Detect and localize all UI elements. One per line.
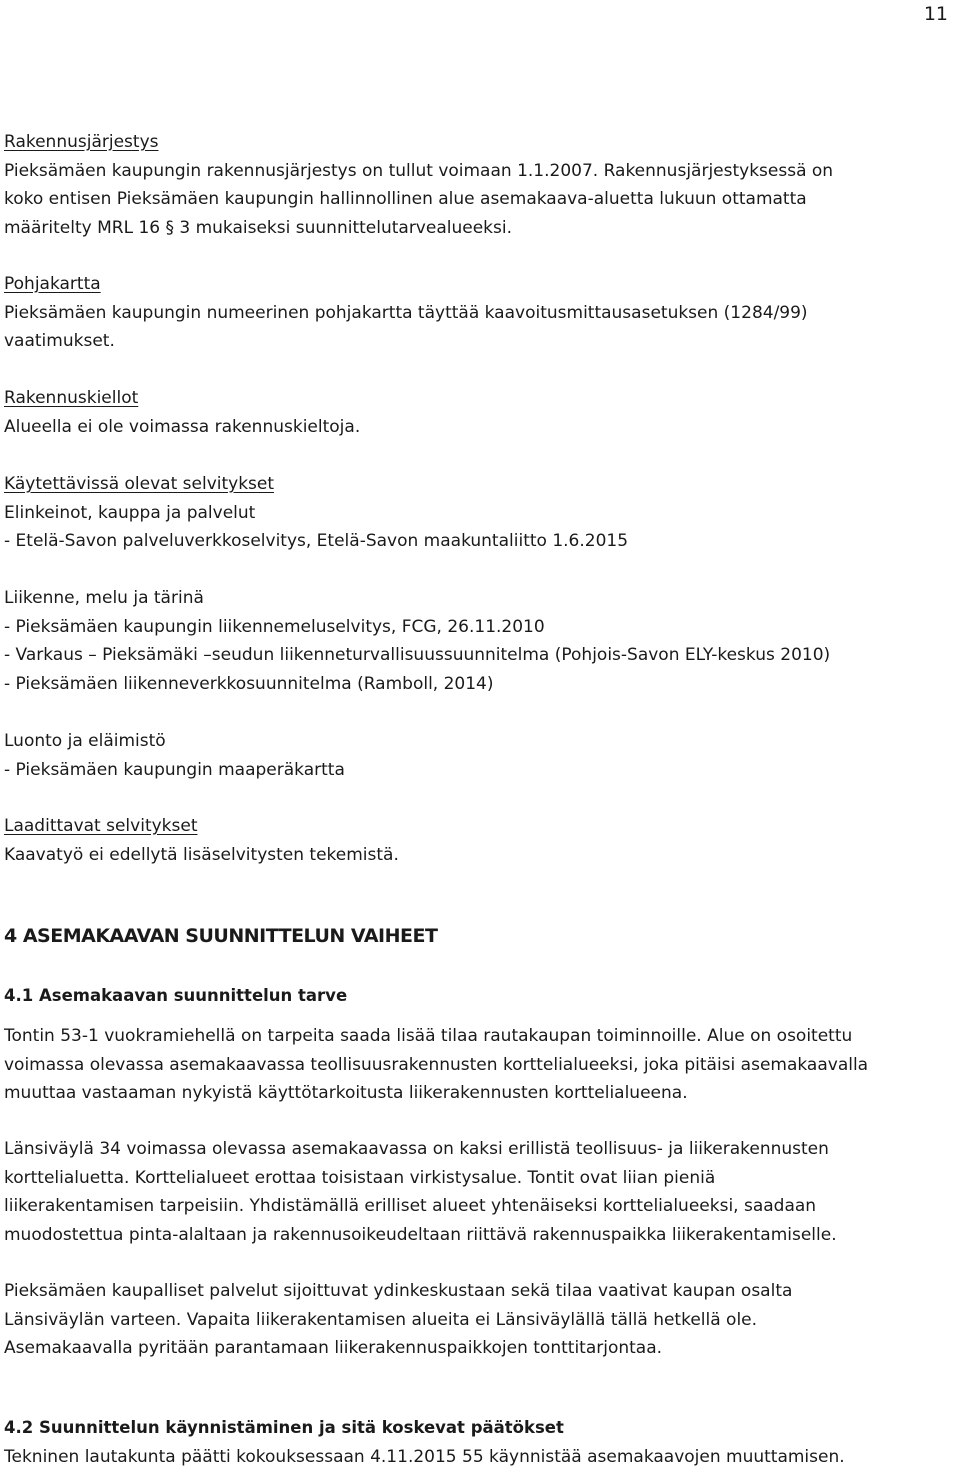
section-4-2 xyxy=(4,1414,952,1471)
subheading-liikenne: Liikenne, melu ja tärinä xyxy=(4,588,204,608)
heading-pohjakartta: Pohjakartta xyxy=(4,274,101,294)
heading-rakennuskiellot: Rakennuskiellot xyxy=(4,388,139,408)
paragraph-line: Länsiväylän varteen. Vapaita liikerakentamisen alueita ei Länsiväylällä tällä hetkellä ole. xyxy=(4,1309,758,1330)
paragraph-line: Pieksämäen kaupalliset palvelut sijoittuvat ydinkeskustaan sekä tilaa vaativat kaupan osalta xyxy=(4,1281,793,1301)
section-4-1 xyxy=(4,982,952,1011)
section-rakennusjarjestys xyxy=(4,128,952,242)
group-liikenne xyxy=(4,584,952,698)
group-luonto xyxy=(4,727,952,784)
chapter-title: 4 ASEMAKAAVAN SUUNNITTELUN VAIHEET xyxy=(4,925,438,947)
paragraph-line: liikerakentamisen tarpeisiin. Yhdistämällä erilliset alueet yhtenäiseksi korttelialueeksi, saadaan xyxy=(4,1196,817,1216)
paragraph-line: Länsiväylä 34 voimassa olevassa asemakaavassa on kaksi erillistä teollisuus- ja liikerakennusten xyxy=(4,1139,829,1159)
paragraph-line: Asemakaavalla pyritään parantamaan liikerakennuspaikkojen tonttitarjontaa. xyxy=(4,1338,663,1358)
paragraph-4-1-a xyxy=(4,1022,952,1108)
heading-laadittavat: Laadittavat selvitykset xyxy=(4,816,198,836)
list-item: - Pieksämäen kaupungin maaperäkartta xyxy=(4,759,345,780)
paragraph-line: voimassa olevassa asemakaavassa teollisuusrakennusten korttelialueeksi, joka pitäisi asemakaavalla xyxy=(4,1054,869,1075)
subheading-luonto: Luonto ja eläimistö xyxy=(4,731,166,751)
paragraph-line: korttelialuetta. Korttelialueet erottaa toisistaan virkistysalue. Tontit ovat liian pieniä xyxy=(4,1167,716,1188)
paragraph-line: Kaavatyö ei edellytä lisäselvitysten tekemistä. xyxy=(4,844,399,865)
paragraph-line: muodostettua pinta-alaltaan ja rakennusoikeudeltaan riittävä rakennuspaikka liikerakentamiselle. xyxy=(4,1224,837,1245)
paragraph-line: koko entisen Pieksämäen kaupungin hallinnollinen alue asemakaava-aluetta lukuun ottamatta xyxy=(4,189,807,209)
chapter-4 xyxy=(4,922,952,951)
list-item: - Pieksämäen liikenneverkkosuunnitelma (Ramboll, 2014) xyxy=(4,673,494,694)
page-number: 11 xyxy=(923,3,948,25)
section-title: 4.2 Suunnittelun käynnistäminen ja sitä koskevat päätökset xyxy=(4,1418,564,1437)
paragraph-line: Alueella ei ole voimassa rakennuskieltoja. xyxy=(4,416,361,437)
subheading-elinkeinot: Elinkeinot, kauppa ja palvelut xyxy=(4,502,256,523)
paragraph-4-1-c xyxy=(4,1277,952,1363)
paragraph-line: vaatimukset. xyxy=(4,331,115,351)
heading-selvitykset: Käytettävissä olevat selvitykset xyxy=(4,474,275,494)
paragraph-line: muuttaa vastaaman nykyistä käyttötarkoitusta liikerakennusten korttelialueena. xyxy=(4,1083,688,1103)
paragraph-line: Pieksämäen kaupungin rakennusjärjestys on tullut voimaan 1.1.2007. Rakennusjärjestyksessä on xyxy=(4,160,834,181)
list-item: - Etelä-Savon palveluverkkoselvitys, Etelä-Savon maakuntaliitto 1.6.2015 xyxy=(4,531,629,551)
paragraph-4-1-b xyxy=(4,1135,952,1249)
section-pohjakartta xyxy=(4,270,952,356)
paragraph-line: Tontin 53-1 vuokramiehellä on tarpeita saada lisää tilaa rautakaupan toiminnoille. Alue on osoitettu xyxy=(4,1026,853,1046)
section-selvitykset xyxy=(4,470,952,556)
heading-rakennusjarjestys: Rakennusjärjestys xyxy=(4,132,159,152)
section-laadittavat xyxy=(4,812,952,869)
list-item: - Pieksämäen kaupungin liikennemeluselvitys, FCG, 26.11.2010 xyxy=(4,616,545,637)
paragraph-line: Pieksämäen kaupungin numeerinen pohjakartta täyttää kaavoitusmittausasetuksen (1284/99) xyxy=(4,302,808,323)
list-item: - Varkaus – Pieksämäki –seudun liikenneturvallisuussuunnitelma (Pohjois-Savon ELY-keskus 2010) xyxy=(4,645,831,665)
paragraph-line: Tekninen lautakunta päätti kokouksessaan 4.11.2015 55 käynnistää asemakaavojen muuttamisen. xyxy=(4,1446,845,1467)
section-title: 4.1 Asemakaavan suunnittelun tarve xyxy=(4,986,348,1005)
paragraph-line: määritelty MRL 16 § 3 mukaiseksi suunnittelutarvealueeksi. xyxy=(4,217,512,238)
section-rakennuskiellot xyxy=(4,384,952,441)
